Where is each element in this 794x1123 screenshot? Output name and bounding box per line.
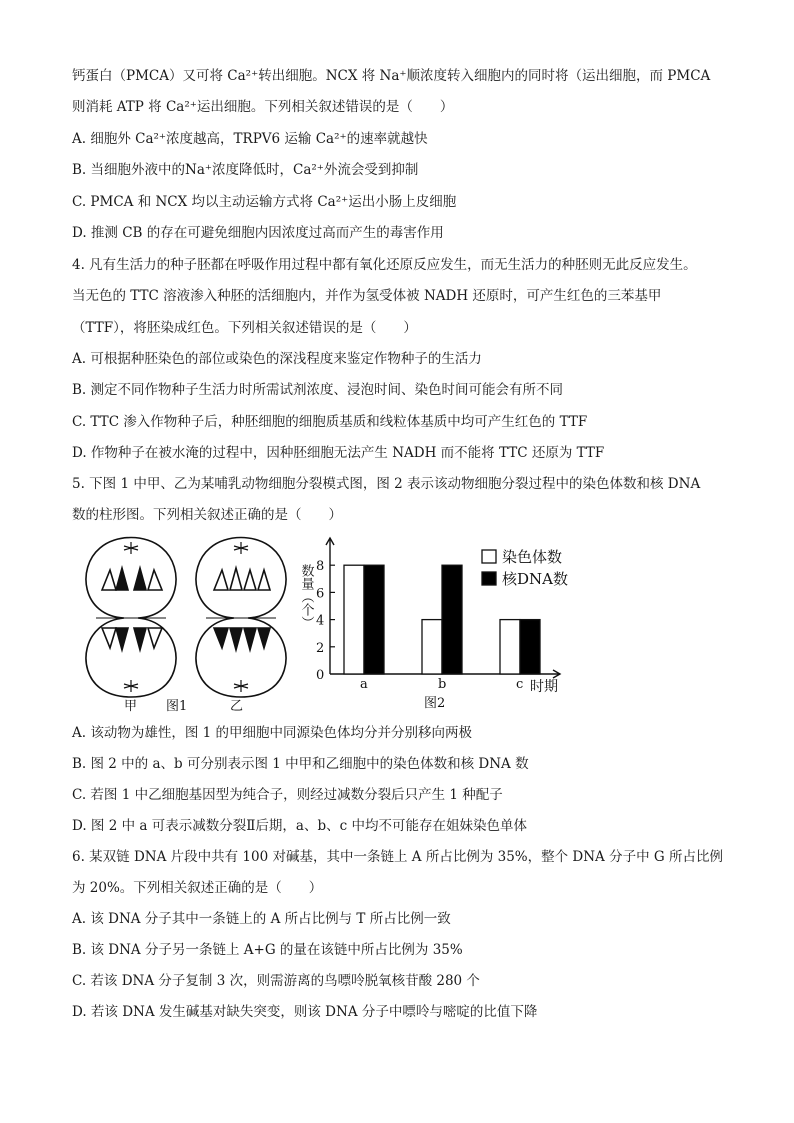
chart-ylabel: 数量（个） [298, 564, 314, 629]
question-3-stem-line-1: 钙蛋白（PMCA）又可将 Ca²⁺转出细胞。NCX 将 Na⁺顺浓度转入细胞内的同时将（运出细胞，而 PMCA [72, 68, 711, 84]
question-6-stem-line-1: 6. 某双链 DNA 片段中共有 100 对碱基，其中一条链上 A 所占比例为 35%，整个 DNA 分子中 G 所占比例 [72, 849, 723, 865]
x-tick-label: b [438, 677, 447, 692]
question-4-stem-line-2: 当无色的 TTC 溶液渗入种胚的活细胞内，并作为氢受体被 NADH 还原时，可产生红色的三苯基甲 [72, 288, 662, 304]
legend-swatch [482, 572, 496, 585]
y-tick-label: 6 [316, 586, 325, 602]
bar-a-1 [364, 565, 384, 674]
figure-svg [72, 528, 592, 714]
question-3-option-d: D. 推测 CB 的存在可避免细胞内因浓度过高而产生的毒害作用 [72, 225, 444, 241]
bar-a-0 [344, 565, 364, 674]
question-6-stem-line-2: 为 20%。下列相关叙述正确的是（ ） [72, 880, 323, 896]
x-tick-label: c [516, 677, 524, 692]
question-4-stem-line-3: （TTF），将胚染成红色。下列相关叙述错误的是（ ） [72, 320, 417, 336]
legend-swatch [482, 550, 496, 563]
y-tick-label: 0 [316, 668, 325, 683]
question-3-option-c: C. PMCA 和 NCX 均以主动运输方式将 Ca²⁺运出小肠上皮细胞 [72, 194, 457, 210]
question-4-option-b: B. 测定不同作物种子生活力时所需试剂浓度、浸泡时间、染色时间可能会有所不同 [72, 382, 564, 398]
question-5-option-b: B. 图 2 中的 a、b 可分别表示图 1 中甲和乙细胞中的染色体数和核 DNA 数 [72, 756, 529, 772]
question-4-option-c: C. TTC 渗入作物种子后，种胚细胞的细胞质基质和线粒体基质中均可产生红色的 TTF [72, 414, 588, 430]
y-tick-label: 8 [316, 559, 325, 575]
chart-xlabel: 时期 [530, 679, 558, 695]
question-5-option-a: A. 该动物为雄性，图 1 的甲细胞中同源染色体均分并分别移向两极 [72, 725, 473, 741]
question-6-option-d: D. 若该 DNA 发生碱基对缺失突变，则该 DNA 分子中嘌呤与嘧啶的比值下降 [72, 1004, 538, 1020]
question-5-option-d: D. 图 2 中 a 可表示减数分裂Ⅱ后期，a、b、c 中均不可能存在姐妹染色单体 [72, 818, 527, 834]
y-tick-label: 2 [316, 640, 325, 656]
question-5-option-c: C. 若图 1 中乙细胞基因型为纯合子，则经过减数分裂后只产生 1 种配子 [72, 787, 503, 803]
question-3-option-a: A. 细胞外 Ca²⁺浓度越高，TRPV6 运输 Ca²⁺的速率就越快 [72, 131, 428, 147]
figure-1-caption: 图1 [166, 699, 188, 714]
legend-label: 染色体数 [502, 548, 563, 566]
cell-yi-label: 乙 [230, 699, 244, 714]
bar-b-1 [442, 565, 462, 674]
cell-yi-diagram [196, 538, 286, 698]
bar-b-0 [422, 620, 442, 674]
question-4-option-d: D. 作物种子在被水淹的过程中，因种胚细胞无法产生 NADH 而不能将 TTC 还原为 TTF [72, 445, 605, 461]
cell-jia-diagram [86, 538, 176, 698]
figure-2-caption: 图2 [424, 696, 446, 711]
legend-label: 核DNA数 [502, 570, 568, 588]
y-tick-label: 4 [316, 613, 325, 629]
cell-jia-label: 甲 [124, 699, 138, 714]
question-3-stem-line-2: 则消耗 ATP 将 Ca²⁺运出细胞。下列相关叙述错误的是（ ） [72, 99, 454, 115]
question-6-option-b: B. 该 DNA 分子另一条链上 A+G 的量在该链中所占比例为 35% [72, 942, 463, 958]
question-5-figure [72, 528, 592, 714]
chart-legend [482, 548, 568, 588]
question-6-option-c: C. 若该 DNA 分子复制 3 次，则需游离的鸟嘌呤脱氧核苷酸 280 个 [72, 973, 480, 989]
question-5-stem-line-1: 5. 下图 1 中甲、乙为某哺乳动物细胞分裂模式图，图 2 表示该动物细胞分裂过程中的染色体数和核 DNA [72, 476, 701, 492]
question-4-stem-line-1: 4. 凡有生活力的种子胚都在呼吸作用过程中都有氧化还原反应发生，而无生活力的种胚则无此反应发生。 [72, 257, 697, 273]
question-4-option-a: A. 可根据种胚染色的部位或染色的深浅程度来鉴定作物种子的生活力 [72, 351, 482, 367]
question-5-stem-line-2: 数的柱形图。下列相关叙述正确的是（ ） [72, 507, 342, 523]
x-tick-label: a [360, 677, 368, 692]
bar-c-0 [500, 620, 520, 674]
question-6-option-a: A. 该 DNA 分子其中一条链上的 A 所占比例与 T 所占比例一致 [72, 911, 451, 927]
bar-c-1 [520, 620, 540, 674]
question-3-option-b: B. 当细胞外液中的Na⁺浓度降低时，Ca²⁺外流会受到抑制 [72, 162, 419, 178]
